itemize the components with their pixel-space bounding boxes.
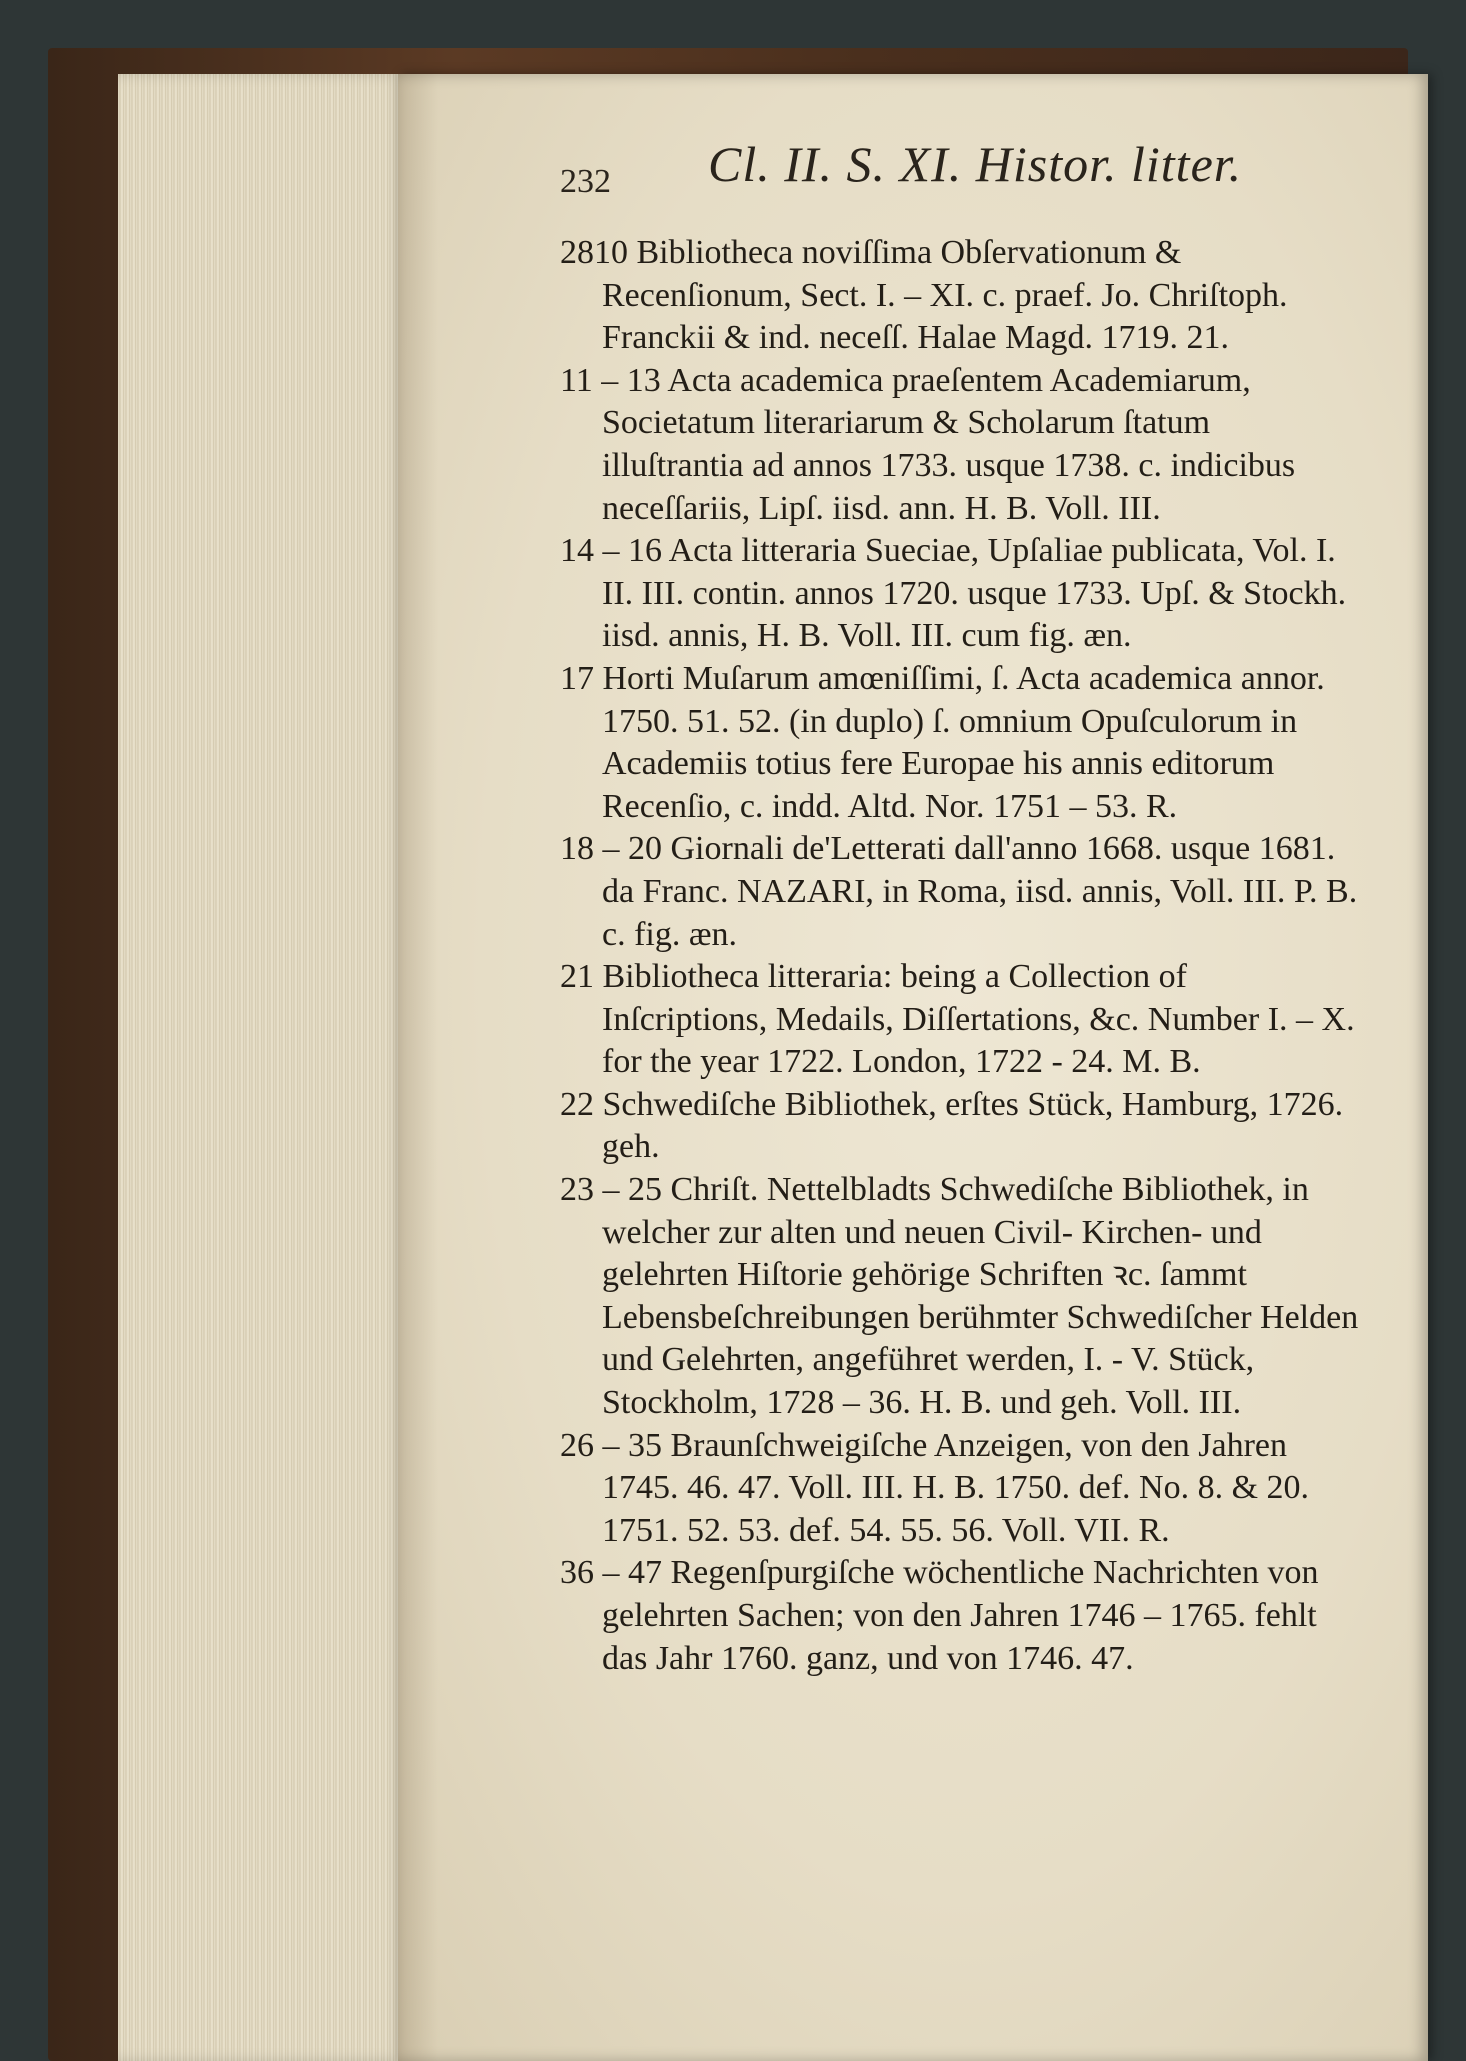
page-number: 232 — [560, 163, 611, 200]
catalog-entry — [560, 1169, 1360, 1425]
entry-number: 2810 — [560, 234, 628, 271]
entry-number: 26 – 35 — [560, 1426, 662, 1464]
entry-number: 36 – 47 — [560, 1554, 662, 1592]
entry-number: 21 — [560, 958, 594, 996]
entry-number: 17 — [560, 659, 594, 697]
catalog-entry — [560, 956, 1360, 1084]
entry-number: 18 – 20 — [560, 830, 662, 868]
entry-text: Regenſpurgiſche wöchentliche Nachrichten von gelehrten Sachen; von den Jahren 1746 – 1765. fehlt das Jahr 1760. ganz, und von 1746. 47. — [602, 1554, 1319, 1677]
entry-number: 14 – 16 — [560, 532, 662, 570]
catalog-entry — [560, 530, 1360, 658]
entry-text: Acta litteraria Sueciae, Upſaliae publicata, Vol. I. II. III. contin. annos 1720. usque 1733. Upſ. & Stockh. iisd. annis, H. B. Voll. III. cum fig. æn. — [602, 532, 1347, 655]
entry-text: Schwediſche Bibliothek, erſtes Stück, Hamburg, 1726. geh. — [602, 1085, 1344, 1166]
catalog-entry — [560, 828, 1360, 956]
catalog-entry — [560, 1084, 1360, 1169]
catalog-entries — [560, 232, 1360, 1680]
catalog-entry — [560, 658, 1360, 828]
entry-text: Bibliotheca litteraria: being a Collection of Inſcriptions, Medails, Diſſertations, &c. Number I. – X. for the year 1722. London, 1722 - 24. M. B. — [602, 958, 1355, 1081]
entry-number: 23 – 25 — [560, 1171, 662, 1209]
entry-text: Braunſchweigiſche Anzeigen, von den Jahren 1745. 46. 47. Voll. III. H. B. 1750. def. No. 8. & 20. 1751. 52. 53. def. 54. 55. 56. Voll. VII. R. — [602, 1426, 1310, 1549]
entry-text: Bibliotheca noviſſima Obſervationum & Recenſionum, Sect. I. – XI. c. praef. Jo. Chriſtoph. Franckii & ind. neceſſ. Halae Magd. 1719. 21. — [602, 234, 1288, 357]
catalog-entry — [560, 1425, 1360, 1553]
running-title: Cl. II. S. XI. Histor. litter. — [708, 136, 1243, 192]
entry-text: Giornali de'Letterati dall'anno 1668. usque 1681. da Franc. NAZARI, in Roma, iisd. annis, Voll. III. P. B. c. fig. æn. — [602, 830, 1358, 953]
catalog-entry — [560, 360, 1360, 530]
entry-number: 22 — [560, 1085, 594, 1123]
catalog-entry — [560, 1552, 1360, 1680]
entry-text: Horti Muſarum amœniſſimi, ſ. Acta academica annor. 1750. 51. 52. (in duplo) ſ. omnium Opuſculorum in Academiis totius fere Europae his annis editorum Recenſio, c. indd. Altd. Nor. 1751 – 53. R. — [602, 659, 1325, 825]
entry-text: Chriſt. Nettelbladts Schwediſche Bibliothek, in welcher zur alten und neuen Civil- Kirchen- und gelehrten Hiſtorie gehörige Schriften ꝛc. ſammt Lebensbeſchreibungen berühmter Schwediſcher Helden und Gelehrten, angeführet werden, I. - V. Stück, Stockholm, 1728 – 36. H. B. und geh. Voll. III. — [602, 1171, 1359, 1422]
catalog-entry — [560, 232, 1360, 360]
page-header — [560, 135, 1320, 205]
page-gutter-shadow — [398, 74, 438, 2061]
entry-number: 11 – 13 — [560, 361, 661, 399]
entry-text: Acta academica praeſentem Academiarum, Societatum literariarum & Scholarum ſtatum illuſtrantia ad annos 1733. usque 1738. c. indicibus neceſſariis, Lipſ. iisd. ann. H. B. Voll. III. — [602, 361, 1296, 527]
page-edges — [118, 74, 408, 2061]
